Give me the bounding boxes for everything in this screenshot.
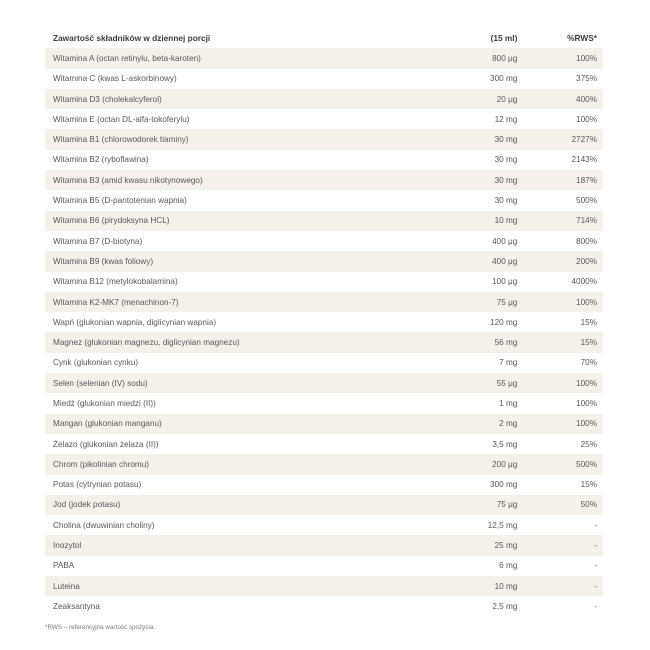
table-row [45, 475, 603, 495]
table-row [45, 312, 603, 332]
ingredient-rws: 2727% [571, 135, 597, 145]
ingredient-rws: 100% [576, 114, 597, 124]
nutrition-table [45, 28, 603, 617]
ingredient-amount: 30 mg [494, 155, 518, 165]
ingredient-amount: 200 μg [492, 459, 518, 469]
ingredient-amount: 800 μg [492, 53, 518, 63]
ingredient-name: Witamina C (kwas L-askorbinowy) [53, 74, 177, 84]
ingredient-name: Witamina E (octan DL-alfa-tokoferylu) [53, 114, 190, 124]
ingredient-amount: 3,5 mg [492, 439, 518, 449]
ingredient-name: Witamina B3 (amid kwasu nikotynowego) [53, 175, 203, 185]
ingredient-amount: 30 mg [494, 196, 518, 206]
ingredient-name: Chrom (pikolinian chromu) [53, 459, 150, 469]
ingredient-rws: - [594, 581, 597, 591]
ingredient-amount: 75 μg [496, 297, 518, 307]
ingredient-amount: 400 μg [492, 236, 518, 246]
ingredient-amount: 2 mg [499, 419, 518, 429]
ingredient-name: Zeaksantyna [53, 601, 100, 611]
footnote: *RWS – referencyjna wartość spożycia. [45, 624, 156, 631]
ingredient-rws: 100% [576, 297, 597, 307]
ingredient-name: Witamina K2-MK7 (menachinon-7) [53, 297, 179, 307]
ingredient-name: Potas (cytrynian potasu) [53, 480, 142, 490]
table-row [45, 556, 603, 576]
ingredient-rws: 4000% [571, 277, 597, 287]
ingredient-name: Witamina D3 (cholekalcyferol) [53, 94, 162, 104]
ingredient-amount: 10 mg [494, 216, 518, 226]
ingredient-rws: - [594, 520, 597, 530]
table-row [45, 251, 603, 271]
table-row [45, 69, 603, 89]
ingredient-amount: 1 mg [499, 398, 518, 408]
ingredient-name: Magnez (glukonian magnezu, diglicynian magnezu) [53, 338, 240, 348]
ingredient-amount: 55 μg [496, 378, 518, 388]
ingredient-rws: - [594, 561, 597, 571]
table-row [45, 109, 603, 129]
ingredient-name: Witamina B5 (D-pantotenian wapnia) [53, 196, 187, 206]
table-row [45, 373, 603, 393]
ingredient-rws: 25% [580, 439, 597, 449]
table-row [45, 454, 603, 474]
ingredient-amount: 56 mg [494, 338, 518, 348]
table-row [45, 434, 603, 454]
ingredient-rws: 100% [576, 378, 597, 388]
header-rws: %RWS* [567, 33, 597, 44]
ingredient-rws: 375% [576, 74, 597, 84]
table-row [45, 495, 603, 515]
header-amount: (15 ml) [490, 33, 518, 44]
table-row [45, 231, 603, 251]
ingredient-rws: 800% [576, 236, 597, 246]
table-row [45, 515, 603, 535]
table-header [45, 28, 603, 48]
ingredient-rws: 500% [576, 459, 597, 469]
ingredient-rws: 100% [576, 398, 597, 408]
ingredient-amount: 300 mg [490, 480, 518, 490]
ingredient-rws: 15% [580, 317, 597, 327]
ingredient-rws: 15% [580, 338, 597, 348]
ingredient-name: Selen (selenian (IV) sodu) [53, 378, 148, 388]
ingredient-name: Jod (jodek potasu) [53, 500, 121, 510]
table-row [45, 414, 603, 434]
ingredient-rws: 50% [580, 500, 597, 510]
table-row [45, 576, 603, 596]
ingredient-amount: 7 mg [499, 358, 518, 368]
ingredient-amount: 75 μg [496, 500, 518, 510]
table-row [45, 211, 603, 231]
ingredient-name: Wapń (glukonian wapnia, diglicynian wapnia) [53, 317, 217, 327]
header-ingredient: Zawartość składników w dziennej porcji [53, 33, 211, 44]
table-row [45, 190, 603, 210]
ingredient-name: Witamina B1 (chlorowodorek tiaminy) [53, 135, 189, 145]
table-row [45, 170, 603, 190]
table-row [45, 332, 603, 352]
ingredient-name: Żelazo (glukonian żelaza (II)) [53, 439, 159, 449]
ingredient-amount: 400 μg [492, 256, 518, 266]
ingredient-rws: 2143% [571, 155, 597, 165]
ingredient-rws: 100% [576, 419, 597, 429]
ingredient-amount: 30 mg [494, 135, 518, 145]
ingredient-name: Witamina B6 (pirydoksyna HCL) [53, 216, 170, 226]
ingredient-name: Mangan (glukonian manganu) [53, 419, 162, 429]
table-row [45, 129, 603, 149]
ingredient-amount: 20 μg [496, 94, 518, 104]
ingredient-rws: 500% [576, 196, 597, 206]
ingredient-name: Cholina (dwuwinian choliny) [53, 520, 155, 530]
table-row [45, 393, 603, 413]
ingredient-rws: 100% [576, 53, 597, 63]
ingredient-name: Witamina B12 (metylokobalamina) [53, 277, 178, 287]
ingredient-name: Witamina B9 (kwas foliowy) [53, 256, 154, 266]
ingredient-name: Miedź (glukonian miedzi (II)) [53, 398, 156, 408]
table-row [45, 535, 603, 555]
ingredient-name: Cynk (glukonian cynku) [53, 358, 139, 368]
ingredient-rws: - [594, 541, 597, 551]
table-row [45, 150, 603, 170]
ingredient-rws: 400% [576, 94, 597, 104]
ingredient-name: Witamina A (octan retinylu, beta-karoten) [53, 53, 201, 63]
table-row [45, 272, 603, 292]
table-row [45, 292, 603, 312]
ingredient-name: Witamina B2 (ryboflawina) [53, 155, 149, 165]
ingredient-amount: 300 mg [490, 74, 518, 84]
ingredient-rws: 187% [576, 175, 597, 185]
ingredient-amount: 12,5 mg [487, 520, 518, 530]
ingredient-amount: 12 mg [494, 114, 518, 124]
ingredient-amount: 25 mg [494, 541, 518, 551]
ingredient-rws: 714% [576, 216, 597, 226]
table-row [45, 596, 603, 616]
ingredient-amount: 2,5 mg [492, 601, 518, 611]
ingredient-name: Inozytol [53, 541, 82, 551]
ingredient-name: Witamina B7 (D-biotyna) [53, 236, 143, 246]
ingredient-rws: 15% [580, 480, 597, 490]
ingredient-rws: - [594, 601, 597, 611]
ingredient-amount: 100 μg [492, 277, 518, 287]
table-row [45, 89, 603, 109]
ingredient-amount: 6 mg [499, 561, 518, 571]
ingredient-amount: 10 mg [494, 581, 518, 591]
ingredient-name: PABA [53, 561, 75, 571]
table-row [45, 353, 603, 373]
ingredient-rws: 70% [580, 358, 597, 368]
ingredient-amount: 120 mg [490, 317, 518, 327]
ingredient-amount: 30 mg [494, 175, 518, 185]
ingredient-rws: 200% [576, 256, 597, 266]
table-body [45, 48, 603, 616]
table-row [45, 48, 603, 68]
ingredient-name: Luteina [53, 581, 80, 591]
